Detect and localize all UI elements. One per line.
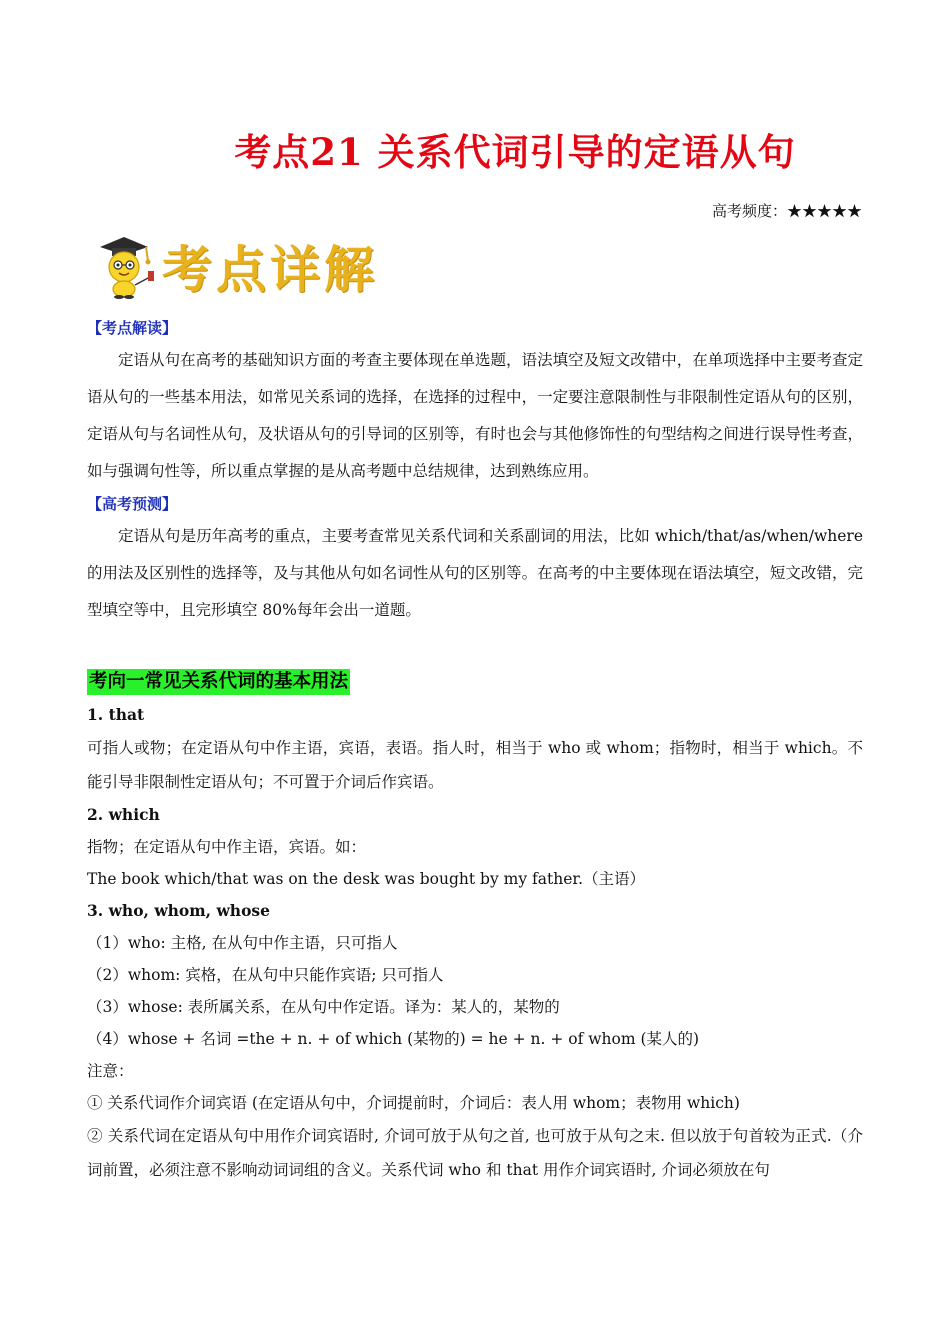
item-heading-that: 1. that — [87, 705, 145, 724]
section-banner — [92, 232, 378, 300]
document-body — [87, 314, 863, 1187]
note-label: 注意： — [87, 1062, 134, 1080]
document-title: 考点21 关系代词引导的定语从句 — [234, 130, 796, 174]
banner-heading: 考点详解 — [162, 240, 378, 299]
forecast-label: 【高考预测】 — [87, 495, 178, 513]
exam-frequency — [712, 200, 862, 221]
interpretation-text: 定语从句在高考的基础知识方面的考查主要体现在单选题，语法填空及短文改错中，在单项选择中主要考查定语从句的一些基本用法，如常见关系词的选择，在选择的过程中，一定要注意限制性与非限制性定语从句的区别，定语从句与名词性从句，及状语从句的引导词的区别等，有时也会与其他修饰性的句型结构之间进行误导性考查，如与强调句性等，所以重点掌握的是从高考题中总结规律，达到熟练应用。 — [87, 351, 863, 480]
forecast-text: 定语从句是历年高考的重点，主要考查常见关系代词和关系副词的用法，比如 which/that/as/when/where 的用法及区别性的选择等，及与其他从句如名词性从句的区别等。在高考的中主要体现在语法填空，短文改错，完型填空等中，且完形填空 80%每年会出一道题。 — [87, 527, 863, 619]
item-who-line-4: （4）whose + 名词 =the + n. + of which (某物的) = he + n. + of whom (某人的) — [87, 1030, 700, 1048]
frequency-label: 高考频度： — [711, 202, 787, 220]
item-who-line-1: （1）who: 主格, 在从句中作主语，只可指人 — [87, 934, 398, 952]
note-1: ① 关系代词作介词宾语 (在定语从句中，介词提前时，介词后：表人用 whom；表物用 which) — [87, 1094, 740, 1112]
frequency-stars: ★★★★★ — [786, 202, 862, 220]
item-heading-who: 3. who, whom, whose — [87, 901, 271, 920]
item-that-text: 可指人或物；在定语从句中作主语，宾语，表语。指人时，相当于 who 或 whom；指物时，相当于 which。不能引导非限制性定语从句；不可置于介词后作宾语。 — [87, 739, 863, 791]
item-which-text: 指物；在定语从句中作主语，宾语。如： — [87, 838, 367, 856]
interpretation-label: 【考点解读】 — [87, 319, 178, 337]
graduate-mascot-icon — [92, 233, 156, 299]
item-heading-which: 2. which — [87, 805, 160, 824]
item-which-example: The book which/that was on the desk was bought by my father.（主语） — [87, 870, 646, 888]
note-2: ② 关系代词在定语从句中用作介词宾语时, 介词可放于从句之首, 也可放于从句之末. 但以放于句首较为正式.（介词前置，必须注意不影响动词词组的含义。关系代词 who 和 that 用作介词宾语时, 介词必须放在句 — [87, 1127, 863, 1179]
direction-heading: 考向一常见关系代词的基本用法 — [87, 669, 350, 695]
item-who-line-2: （2）whom: 宾格，在从句中只能作宾语; 只可指人 — [87, 966, 444, 984]
item-who-line-3: （3）whose: 表所属关系，在从句中作定语。译为：某人的，某物的 — [87, 998, 560, 1016]
